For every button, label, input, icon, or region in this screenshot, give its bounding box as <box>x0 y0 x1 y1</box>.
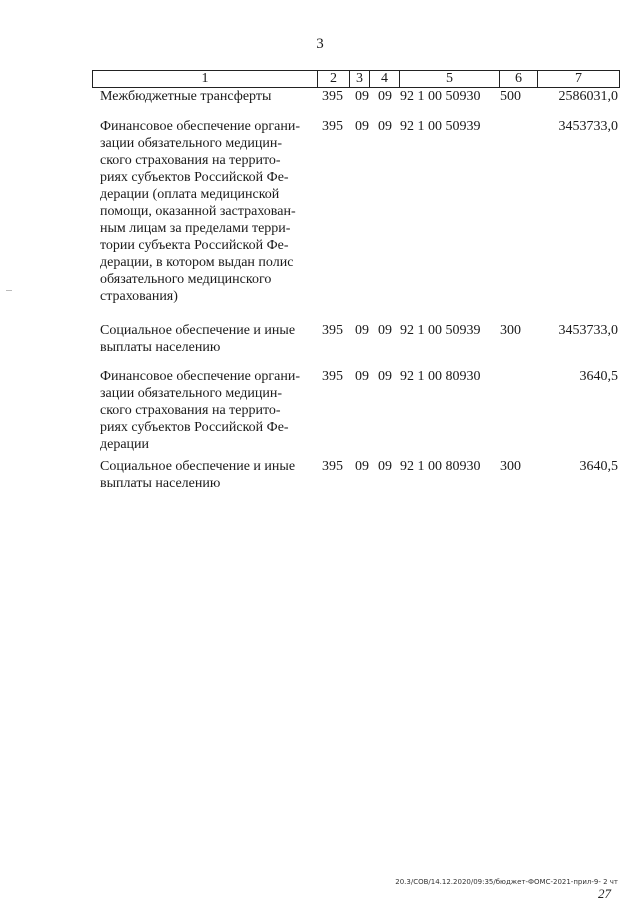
row-csr: 92 1 00 50930 <box>400 89 481 104</box>
row-name-line: дерации, в котором выдан полис <box>100 255 294 270</box>
row-csr: 92 1 00 50939 <box>400 119 481 134</box>
row-csr: 92 1 00 80930 <box>400 459 481 474</box>
header-col-7: 7 <box>537 71 619 87</box>
row-sum: 3453733,0 <box>558 323 618 338</box>
header-col-1: 1 <box>201 71 209 86</box>
row-name-line: Межбюджетные трансферты <box>100 89 272 104</box>
row-gr: 395 <box>322 323 343 338</box>
handwritten-initials: 27 <box>598 886 611 901</box>
row-pr: 09 <box>378 459 392 474</box>
scan-mark <box>6 290 12 291</box>
row-sum: 3640,5 <box>579 459 618 474</box>
row-name <box>100 118 314 305</box>
row-csr: 92 1 00 50939 <box>400 323 481 338</box>
row-pr: 09 <box>378 369 392 384</box>
row-sum: 3453733,0 <box>558 119 618 134</box>
row-name-line: зации обязательного медицин- <box>100 136 283 151</box>
row-rz: 09 <box>355 323 369 338</box>
row-name-line: тории субъекта Российской Фе- <box>100 238 289 253</box>
row-rz: 09 <box>355 459 369 474</box>
row-name-line: Финансовое обеспечение органи- <box>100 369 300 384</box>
page-number: 3 <box>316 36 324 52</box>
row-name <box>100 88 314 105</box>
row-name-line: страхования) <box>100 289 178 304</box>
header-col-3: 3 <box>349 71 369 87</box>
row-gr: 395 <box>322 119 343 134</box>
row-name-line: Социальное обеспечение и иные <box>100 323 296 338</box>
row-sum: 2586031,0 <box>558 89 618 104</box>
row-name-line: выплаты населению <box>100 340 221 355</box>
row-name-line: обязательного медицинского <box>100 272 272 287</box>
row-name-line: Социальное обеспечение и иные <box>100 459 296 474</box>
row-name-line: ным лицам за пределами терри- <box>100 221 291 236</box>
row-name-line: выплаты населению <box>100 476 221 491</box>
table-header <box>92 70 620 88</box>
row-pr: 09 <box>378 89 392 104</box>
row-name <box>100 458 314 492</box>
row-rz: 09 <box>355 89 369 104</box>
row-csr: 92 1 00 80930 <box>400 369 481 384</box>
header-col-5: 5 <box>399 71 499 87</box>
row-name-line: Финансовое обеспечение органи- <box>100 119 300 134</box>
row-name-line: помощи, оказанной застрахован- <box>100 204 296 219</box>
row-gr: 395 <box>322 459 343 474</box>
row-name-line: дерации <box>100 437 150 452</box>
row-sum: 3640,5 <box>579 369 618 384</box>
row-name-line: зации обязательного медицин- <box>100 386 283 401</box>
row-rz: 09 <box>355 369 369 384</box>
row-vr: 500 <box>500 89 521 104</box>
row-name-line: ского страхования на террито- <box>100 153 281 168</box>
row-pr: 09 <box>378 119 392 134</box>
row-pr: 09 <box>378 323 392 338</box>
header-col-4: 4 <box>369 71 399 87</box>
row-name-line: ского страхования на террито- <box>100 403 281 418</box>
row-vr: 300 <box>500 323 521 338</box>
header-col-6: 6 <box>499 71 537 87</box>
header-col-2: 2 <box>317 71 349 87</box>
row-vr: 300 <box>500 459 521 474</box>
row-name-line: риях субъектов Российской Фе- <box>100 170 289 185</box>
row-name <box>100 322 314 356</box>
footer-reference: 20.3/СОВ/14.12.2020/09:35/бюджет-ФОМС-2021-прил-9- 2 чт <box>395 878 618 886</box>
row-name-line: дерации (оплата медицинской <box>100 187 280 202</box>
row-gr: 395 <box>322 89 343 104</box>
row-rz: 09 <box>355 119 369 134</box>
row-gr: 395 <box>322 369 343 384</box>
row-name-line: риях субъектов Российской Фе- <box>100 420 289 435</box>
row-name <box>100 368 314 453</box>
